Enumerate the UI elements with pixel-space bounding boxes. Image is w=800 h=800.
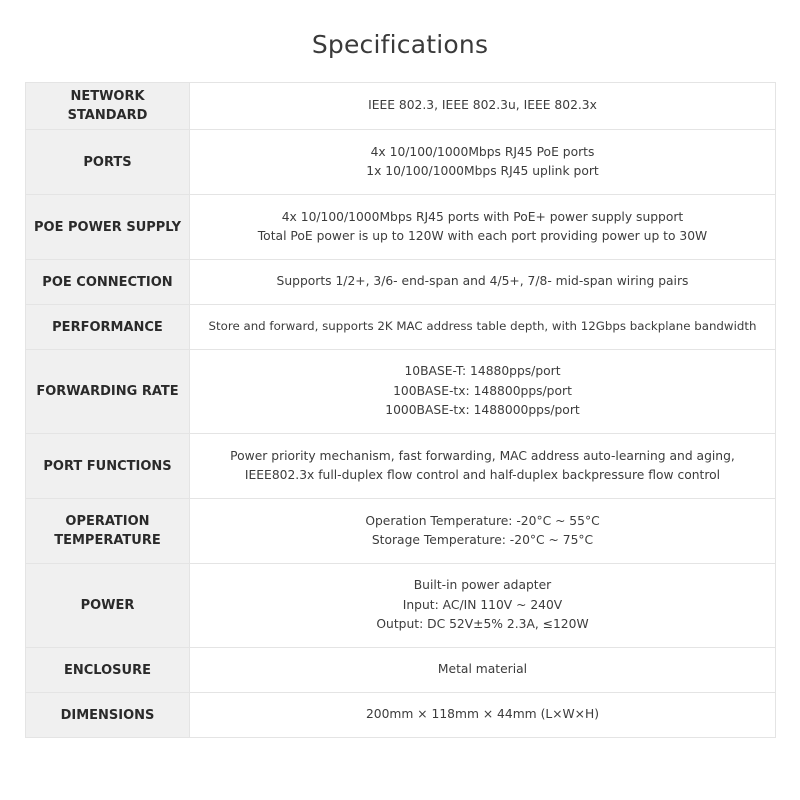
- spec-value-line: 1000BASE-tx: 1488000pps/port: [385, 403, 580, 418]
- spec-value-line: Power priority mechanism, fast forwarding, MAC address auto-learning and aging, IEEE802.3x full-duplex flow control and half-duplex backpressure flow control: [230, 448, 735, 482]
- spec-value-line: 100BASE-tx: 148800pps/port: [393, 383, 572, 398]
- specifications-table: [25, 82, 776, 738]
- spec-value-line: Metal material: [437, 662, 528, 677]
- spec-value-line: IEEE 802.3, IEEE 802.3u, IEEE 802.3x: [368, 98, 597, 113]
- spec-value-line: Storage Temperature: -20°C ~ 75°C: [371, 533, 594, 547]
- spec-value: [190, 499, 776, 564]
- spec-row-port-functions: [26, 434, 776, 499]
- spec-value: [190, 130, 776, 195]
- spec-value: [190, 83, 776, 130]
- spec-label: POE CONNECTION: [26, 260, 190, 305]
- spec-row-ports: [26, 130, 776, 195]
- spec-value-line: Output: DC 52V±5% 2.3A, ≤120W: [376, 617, 589, 632]
- spec-label: PORTS: [26, 130, 190, 195]
- spec-value-line: Supports 1/2+, 3/6- end-span and 4/5+, 7/8- mid-span wiring pairs: [276, 274, 689, 289]
- spec-value-line: 4x 10/100/1000Mbps RJ45 PoE ports: [370, 144, 595, 159]
- spec-value: [190, 693, 776, 738]
- spec-value: [190, 195, 776, 260]
- spec-value: [190, 434, 776, 499]
- spec-label: PORT FUNCTIONS: [26, 434, 190, 499]
- spec-row-operation-temperature: [26, 499, 776, 564]
- spec-label: OPERATION TEMPERATURE: [26, 499, 190, 564]
- spec-value: [190, 350, 776, 434]
- spec-row-enclosure: [26, 648, 776, 693]
- spec-value-line: Store and forward, supports 2K MAC address table depth, with 12Gbps backplane bandwidth: [208, 319, 757, 334]
- spec-row-performance: [26, 305, 776, 350]
- spec-value: [190, 648, 776, 693]
- spec-row-poe-power-supply: [26, 195, 776, 260]
- spec-value-line: 4x 10/100/1000Mbps RJ45 ports with PoE+ power supply support: [281, 209, 684, 224]
- spec-value-line: 200mm × 118mm × 44mm (L×W×H): [365, 707, 600, 722]
- spec-row-dimensions: [26, 693, 776, 738]
- spec-value: [190, 260, 776, 305]
- page-title: Specifications: [311, 30, 489, 59]
- spec-label: FORWARDING RATE: [26, 350, 190, 434]
- spec-value: [190, 564, 776, 648]
- spec-value-line: 1x 10/100/1000Mbps RJ45 uplink port: [366, 164, 599, 178]
- spec-value-line: Total PoE power is up to 120W with each port providing power up to 30W: [257, 229, 708, 243]
- spec-label: POWER: [26, 564, 190, 648]
- spec-row-power: [26, 564, 776, 648]
- spec-row-forwarding-rate: [26, 350, 776, 434]
- spec-value-line: 10BASE-T: 14880pps/port: [404, 364, 561, 379]
- spec-label: NETWORK STANDARD: [26, 83, 190, 130]
- spec-label: DIMENSIONS: [26, 693, 190, 738]
- spec-row-network-standard: [26, 83, 776, 130]
- spec-label: POE POWER SUPPLY: [26, 195, 190, 260]
- spec-value-line: Input: AC/IN 110V ~ 240V: [402, 597, 563, 612]
- spec-value-line: Operation Temperature: -20°C ~ 55°C: [365, 513, 600, 528]
- spec-row-poe-connection: [26, 260, 776, 305]
- spec-label: ENCLOSURE: [26, 648, 190, 693]
- spec-value: [190, 305, 776, 350]
- spec-value-line: Built-in power adapter: [413, 578, 552, 593]
- spec-label: PERFORMANCE: [26, 305, 190, 350]
